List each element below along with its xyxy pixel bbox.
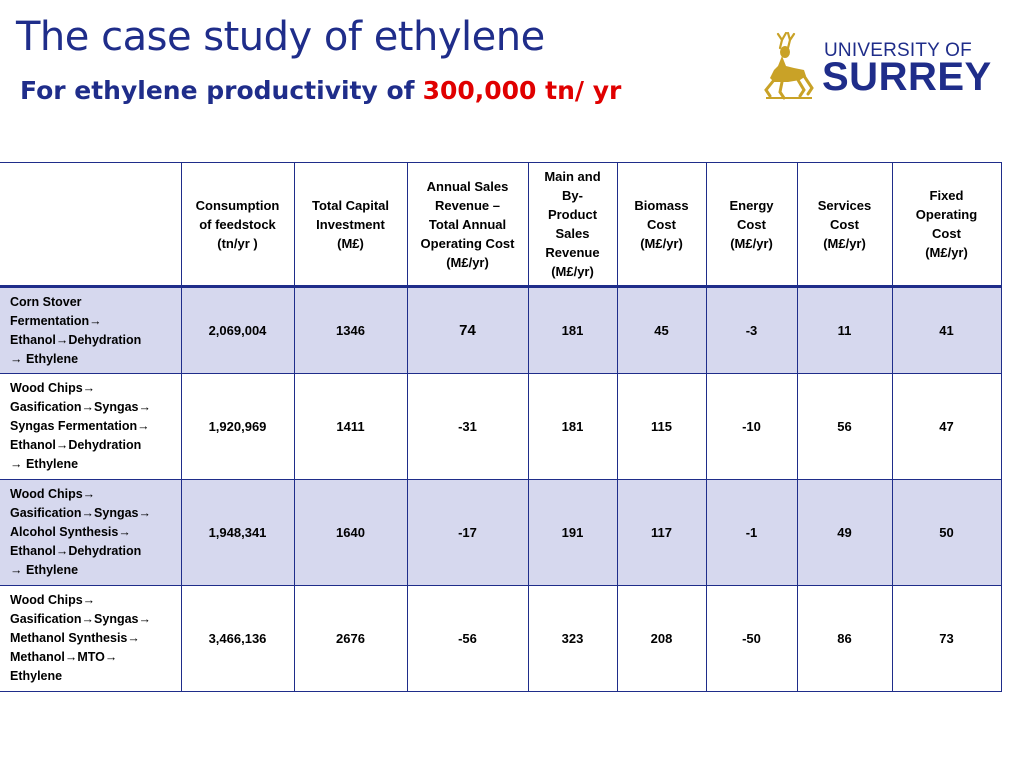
cell-product-sales: 191 [528,480,617,586]
cell-biomass-cost: 115 [617,374,706,480]
header-services-cost: Services Cost (M£/yr) [797,163,892,287]
cell-route: Wood Chips→ Gasification→Syngas→ Methanol Synthesis→ Methanol→MTO→ Ethylene [0,586,181,692]
table-row [0,374,1001,480]
cell-annual-sales-minus-cost: -56 [407,586,528,692]
cell-energy-cost: -10 [706,374,797,480]
header-energy-cost: Energy Cost (M£/yr) [706,163,797,287]
cell-services-cost: 49 [797,480,892,586]
cell-fixed-cost: 73 [892,586,1001,692]
cell-biomass-cost: 45 [617,287,706,374]
cell-total-capital: 2676 [294,586,407,692]
cell-route: Wood Chips→ Gasification→Syngas→ Syngas Fermentation→ Ethanol→Dehydration → Ethylene [0,374,181,480]
header-total-capital: Total Capital Investment (M£) [294,163,407,287]
cell-fixed-cost: 41 [892,287,1001,374]
cell-annual-sales-minus-cost: -31 [407,374,528,480]
cell-consumption: 2,069,004 [181,287,294,374]
cell-consumption: 1,948,341 [181,480,294,586]
cell-route: Corn Stover Fermentation→ Ethanol→Dehydration → Ethylene [0,287,181,374]
cell-total-capital: 1640 [294,480,407,586]
table-row [0,287,1001,374]
cell-route: Wood Chips→ Gasification→Syngas→ Alcohol Synthesis→ Ethanol→Dehydration → Ethylene [0,480,181,586]
header-biomass-cost: Biomass Cost (M£/yr) [617,163,706,287]
cell-product-sales: 181 [528,374,617,480]
cell-biomass-cost: 208 [617,586,706,692]
cell-biomass-cost: 117 [617,480,706,586]
cell-energy-cost: -3 [706,287,797,374]
cell-consumption: 1,920,969 [181,374,294,480]
page-subtitle [20,76,621,105]
header-consumption: Consumption of feedstock (tn/yr ) [181,163,294,287]
table-row [0,586,1001,692]
cell-services-cost: 56 [797,374,892,480]
header-product-sales: Main and By- Product Sales Revenue (M£/yr) [528,163,617,287]
cell-fixed-cost: 47 [892,374,1001,480]
cell-energy-cost: -50 [706,586,797,692]
page-title: The case study of ethylene [16,14,545,60]
stag-icon [760,32,816,102]
cell-total-capital: 1411 [294,374,407,480]
cell-product-sales: 181 [528,287,617,374]
logo-university-of: UNIVERSITY OF [824,40,972,61]
ethylene-cost-table [0,162,1002,692]
cell-fixed-cost: 50 [892,480,1001,586]
productivity-highlight: 300,000 tn/ yr [422,76,622,105]
cell-total-capital: 1346 [294,287,407,374]
university-logo [760,30,992,106]
cell-annual-sales-minus-cost: -17 [407,480,528,586]
cell-consumption: 3,466,136 [181,586,294,692]
header-annual-sales-minus-cost: Annual Sales Revenue – Total Annual Operating Cost (M£/yr) [407,163,528,287]
header-fixed-cost: Fixed Operating Cost (M£/yr) [892,163,1001,287]
table-header-row [0,163,1001,287]
cell-energy-cost: -1 [706,480,797,586]
subtitle-text: For ethylene productivity of [20,76,415,105]
logo-surrey: SURREY [822,55,992,99]
cell-product-sales: 323 [528,586,617,692]
header-route [0,163,181,287]
cell-services-cost: 11 [797,287,892,374]
table-row [0,480,1001,586]
cell-services-cost: 86 [797,586,892,692]
cell-annual-sales-minus-cost: 74 [407,287,528,374]
